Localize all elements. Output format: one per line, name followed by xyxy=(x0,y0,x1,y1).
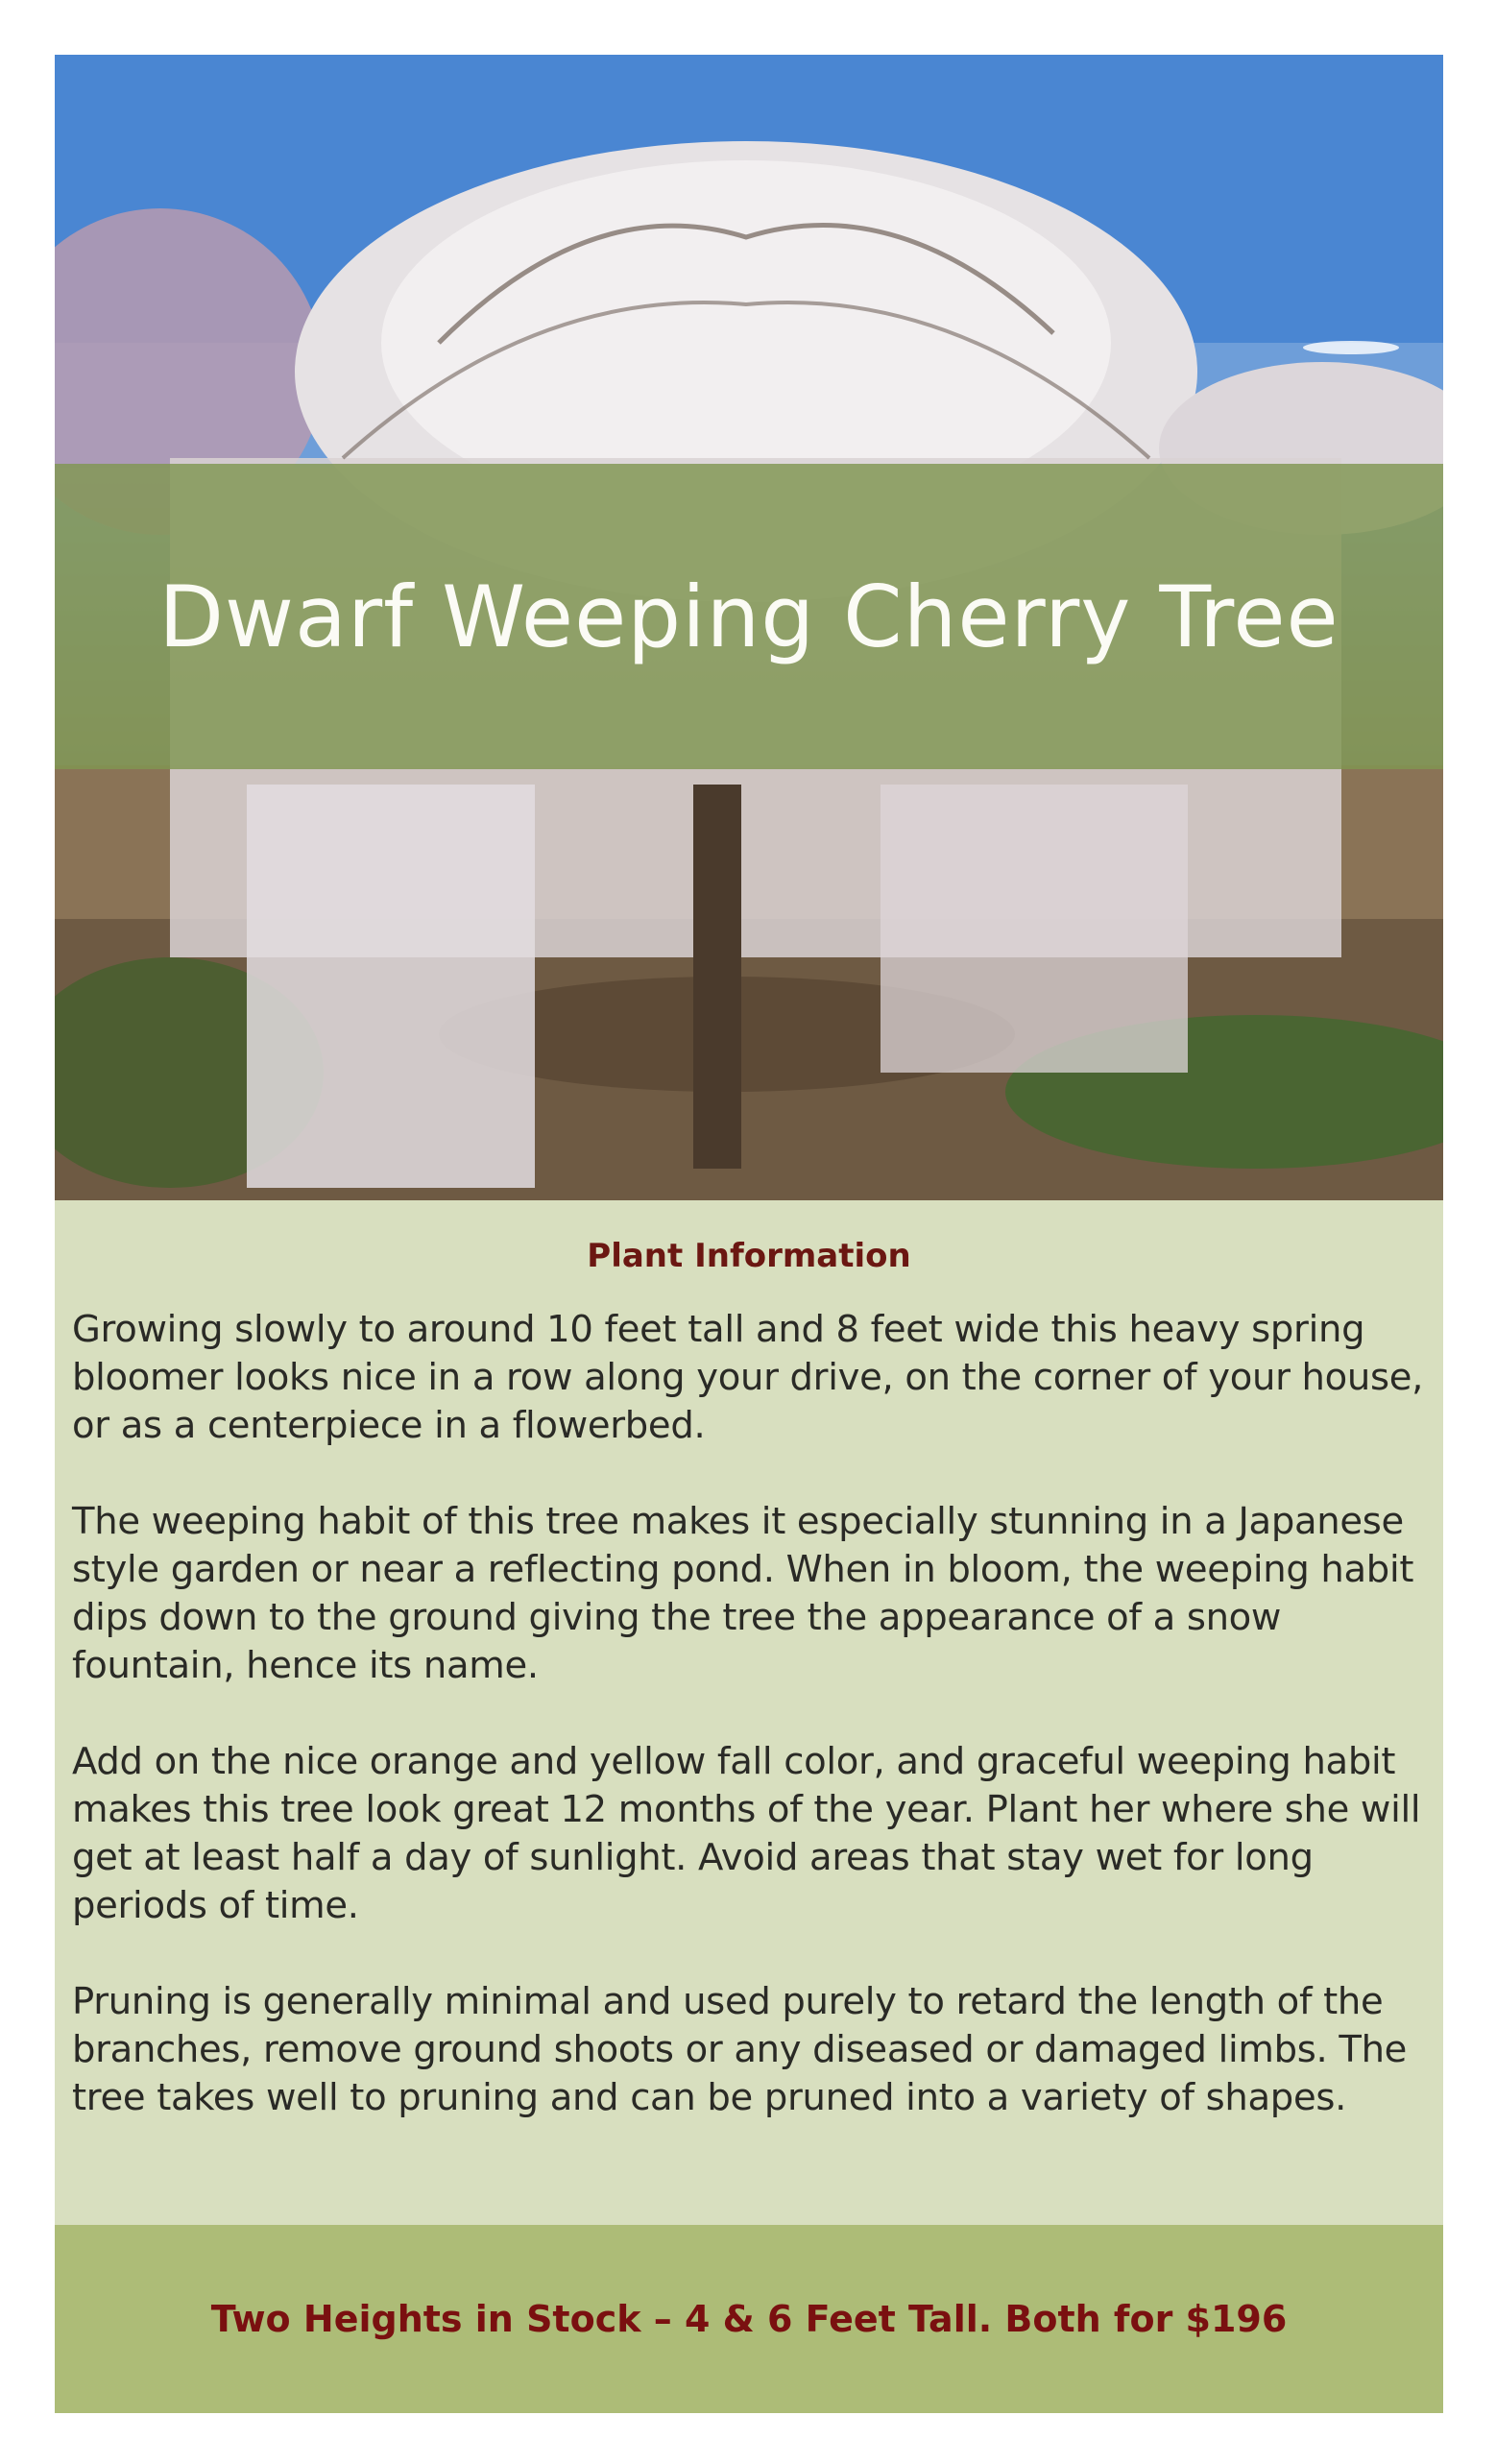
page-title: Dwarf Weeping Cherry Tree xyxy=(158,567,1339,666)
description-paragraph: Add on the nice orange and yellow fall color, and graceful weeping habit makes this tree look great 12 months of the year. Plant her where she will get at least half a day of sunlight. Avoid areas that stay wet for long periods of time. xyxy=(72,1740,1421,1927)
description-paragraph: Growing slowly to around 10 feet tall and 8 feet wide this heavy spring bloomer looks nice in a row along your drive, on the corner of your house, or as a centerpiece in a flowerbed. xyxy=(72,1308,1424,1447)
tree-photo xyxy=(55,55,1443,1200)
title-band xyxy=(55,464,1443,769)
plant-information-section xyxy=(55,1200,1443,2225)
plant-information-heading: Plant Information xyxy=(587,1237,911,1275)
plant-description xyxy=(72,1306,1428,2170)
flyer-card xyxy=(55,55,1443,2413)
price-line: Two Heights in Stock – 4 & 6 Feet Tall. Both for $196 xyxy=(210,2298,1288,2340)
price-footer xyxy=(55,2225,1443,2413)
description-paragraph: The weeping habit of this tree makes it especially stunning in a Japanese style garden or near a reflecting pond. When in bloom, the weeping habit dips down to the ground giving the tree the appearance of a snow fountain, hence its name. xyxy=(72,1500,1414,1687)
description-paragraph: Pruning is generally minimal and used purely to retard the length of the branches, remove ground shoots or any diseased or damaged limbs. The tree takes well to pruning and can be pruned into a variety of shapes. xyxy=(72,1980,1408,2119)
